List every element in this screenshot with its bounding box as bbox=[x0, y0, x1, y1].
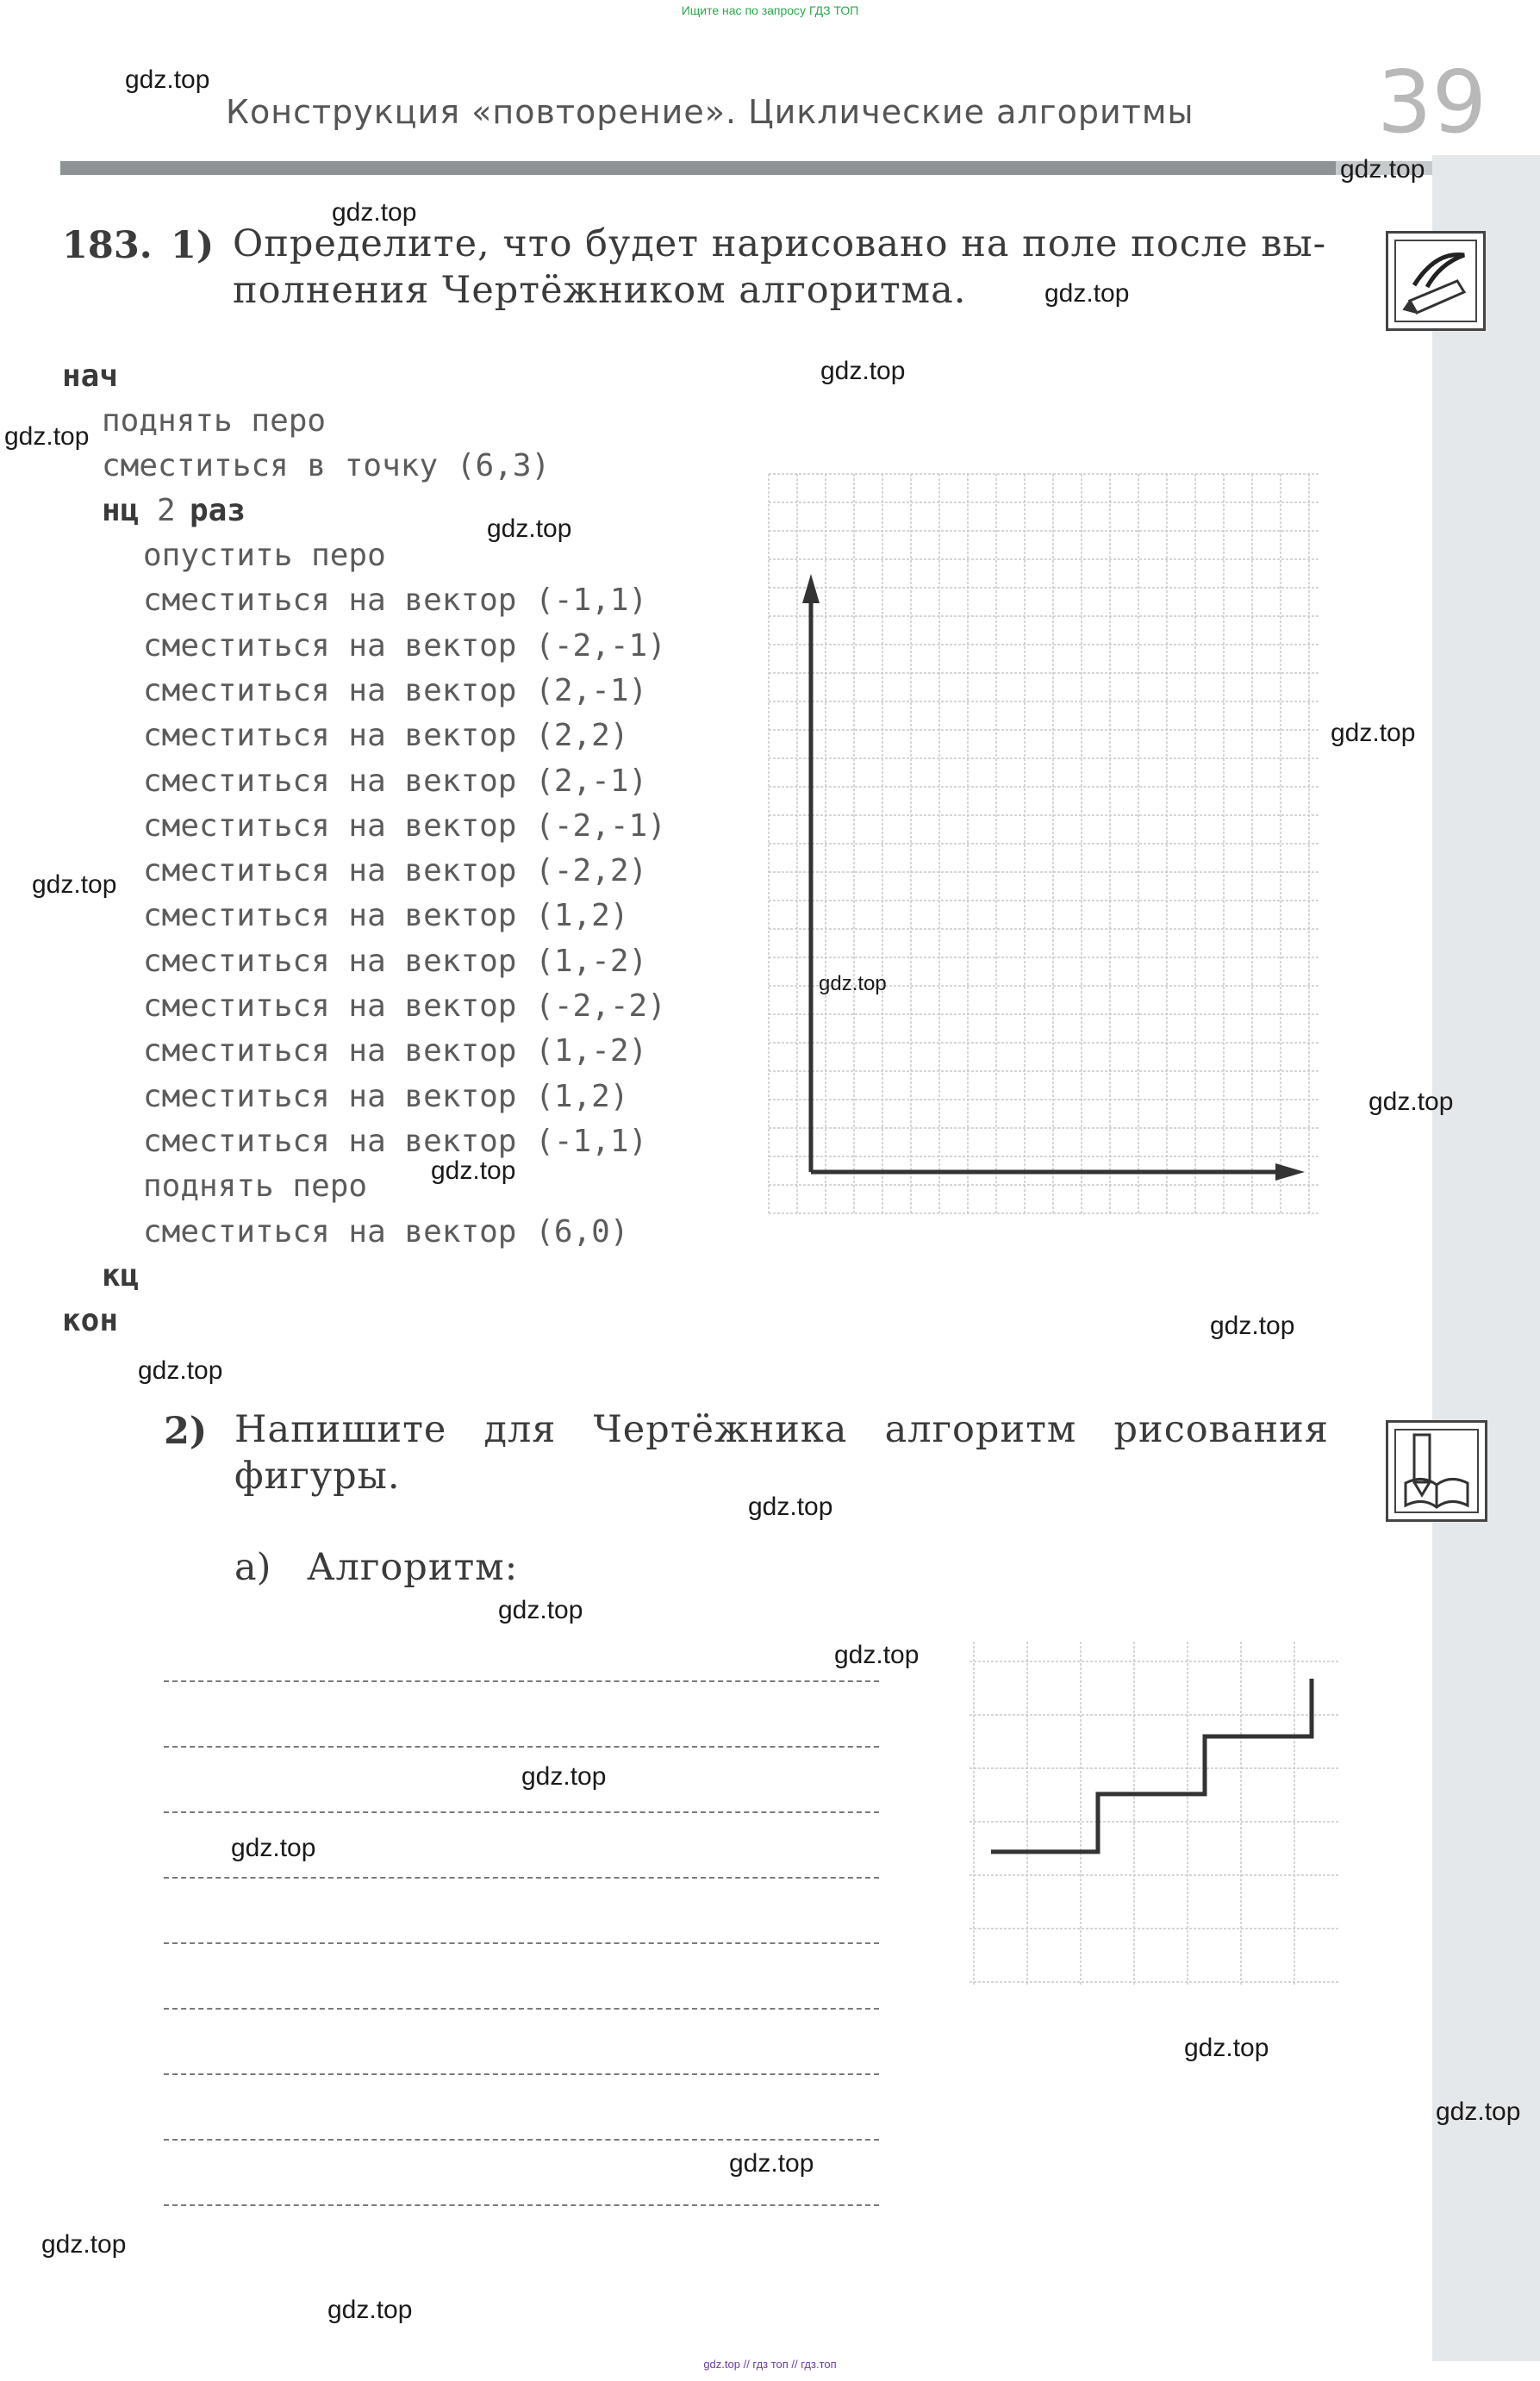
code-loop-end: кц bbox=[102, 1258, 140, 1293]
code-loop-line: сместиться на вектор (1,-2) bbox=[143, 1033, 648, 1069]
code-loop-line: сместиться на вектор (2,2) bbox=[143, 718, 629, 754]
code-loop-line: сместиться на вектор (1,2) bbox=[143, 898, 629, 934]
part2-word: алгоритм bbox=[884, 1408, 1077, 1451]
watermark: gdz.top bbox=[231, 1834, 316, 1862]
code-loop-line: опустить перо bbox=[143, 538, 386, 573]
sub-a-text: Алгоритм: bbox=[307, 1546, 519, 1589]
watermark: gdz.top bbox=[748, 1493, 833, 1521]
bottom-note: gdz.top // гдз топ // гдз.топ bbox=[703, 2358, 837, 2371]
watermark: gdz.top bbox=[1369, 1088, 1454, 1116]
staircase-figure bbox=[965, 1637, 1344, 1991]
page-number: 39 bbox=[1377, 52, 1487, 153]
watermark: gdz.top bbox=[820, 357, 906, 385]
watermark: gdz.top bbox=[521, 1762, 607, 1791]
page-side-strip bbox=[1432, 155, 1540, 2361]
answer-line[interactable] bbox=[164, 1746, 879, 1748]
watermark: gdz.top bbox=[498, 1596, 583, 1624]
part1-text-line2: полнения Чертёжником алгоритма. bbox=[233, 269, 967, 312]
watermark: gdz.top bbox=[834, 1641, 920, 1669]
code-loop-line: сместиться на вектор (-2,-2) bbox=[143, 988, 666, 1024]
answer-line[interactable] bbox=[164, 1942, 879, 1944]
part2-label: 2) bbox=[164, 1410, 208, 1453]
page-header-title: Конструкция «повторение». Циклические алгоритмы bbox=[226, 93, 1194, 131]
top-search-note: Ищите нас по запросу ГДЗ ТОП bbox=[681, 3, 859, 17]
code-loop-kw: нц bbox=[102, 493, 140, 528]
watermark: gdz.top bbox=[41, 2230, 127, 2259]
code-loop-line: сместиться на вектор (1,-2) bbox=[143, 943, 648, 979]
watermark: gdz.top bbox=[1340, 155, 1425, 184]
watermark: gdz.top bbox=[819, 972, 887, 995]
code-loop-line: сместиться на вектор (-1,1) bbox=[143, 1123, 648, 1159]
watermark: gdz.top bbox=[138, 1356, 223, 1385]
watermark: gdz.top bbox=[32, 870, 117, 899]
answer-line[interactable] bbox=[164, 2008, 879, 2010]
answer-line[interactable] bbox=[164, 2073, 879, 2075]
answer-line[interactable] bbox=[164, 1811, 879, 1813]
drawing-field-grid bbox=[758, 465, 1327, 1224]
answer-line[interactable] bbox=[164, 1680, 879, 1682]
answer-line[interactable] bbox=[164, 2139, 879, 2141]
pencil-task-icon bbox=[1386, 231, 1486, 331]
watermark: gdz.top bbox=[729, 2149, 814, 2178]
part2-word: рисования bbox=[1113, 1408, 1329, 1451]
code-loop-count: 2 bbox=[157, 493, 176, 528]
code-loop-times: раз bbox=[190, 493, 246, 528]
code-move-to: сместиться в точку (6,3) bbox=[102, 448, 551, 483]
code-loop-line: поднять перо bbox=[143, 1169, 368, 1205]
watermark: gdz.top bbox=[487, 514, 572, 543]
staircase-path bbox=[991, 1679, 1312, 1852]
code-end: кон bbox=[62, 1303, 119, 1338]
part1-label: 1) bbox=[171, 224, 215, 267]
part2-word: для bbox=[483, 1408, 557, 1451]
code-loop-line: сместиться на вектор (-2,-1) bbox=[143, 627, 666, 664]
watermark: gdz.top bbox=[4, 422, 90, 451]
watermark: gdz.top bbox=[431, 1156, 516, 1185]
part2-word: Напишите bbox=[234, 1408, 447, 1451]
watermark: gdz.top bbox=[1331, 719, 1416, 747]
code-loop-line: сместиться на вектор (2,-1) bbox=[143, 763, 648, 799]
answer-line[interactable] bbox=[164, 1877, 879, 1879]
x-axis-arrow bbox=[1275, 1163, 1305, 1181]
code-begin: нач bbox=[62, 358, 119, 394]
code-loop-line: сместиться на вектор (6,0) bbox=[143, 1213, 629, 1250]
part1-text-line1: Определите, что будет нарисовано на поле после вы- bbox=[233, 222, 1327, 265]
part2-text-line2: фигуры. bbox=[234, 1455, 401, 1498]
watermark: gdz.top bbox=[1184, 2034, 1269, 2062]
code-loop-line: сместиться на вектор (1,2) bbox=[143, 1078, 629, 1114]
sub-a-label: а) bbox=[234, 1546, 271, 1589]
watermark: gdz.top bbox=[125, 65, 210, 94]
watermark: gdz.top bbox=[1044, 279, 1130, 308]
watermark: gdz.top bbox=[327, 2296, 413, 2324]
y-axis-arrow bbox=[802, 574, 820, 603]
code-loop-line: сместиться на вектор (-2,-1) bbox=[143, 807, 666, 844]
watermark: gdz.top bbox=[1436, 2097, 1521, 2126]
book-task-icon bbox=[1386, 1420, 1487, 1522]
code-loop-line: сместиться на вектор (-2,2) bbox=[143, 853, 648, 889]
part2-word: Чертёжника bbox=[593, 1408, 848, 1451]
watermark: gdz.top bbox=[1210, 1312, 1295, 1340]
watermark: gdz.top bbox=[332, 198, 417, 227]
code-loop-line: сместиться на вектор (-1,1) bbox=[143, 583, 648, 619]
code-lift-pen: поднять перо bbox=[102, 403, 327, 439]
code-loop-line: сместиться на вектор (2,-1) bbox=[143, 672, 648, 708]
answer-line[interactable] bbox=[164, 2204, 879, 2206]
task-number: 183. bbox=[62, 224, 153, 267]
header-rule bbox=[60, 161, 1336, 175]
